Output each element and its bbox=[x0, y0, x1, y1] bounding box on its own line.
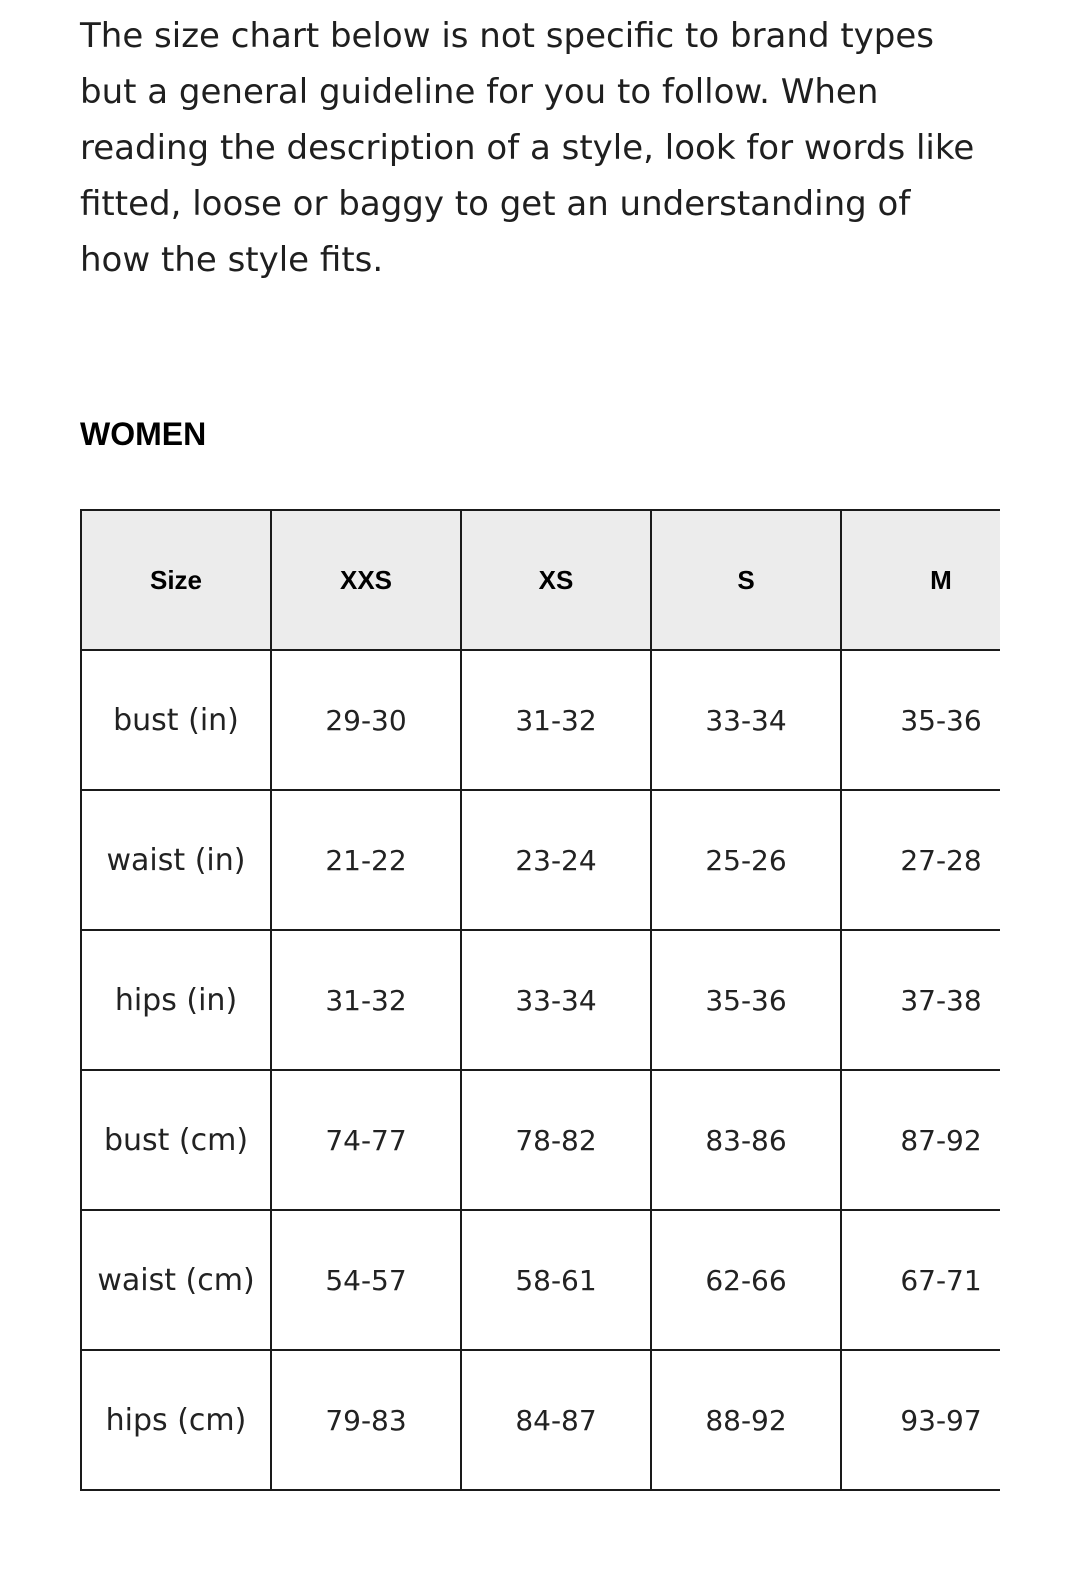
header-m: M bbox=[841, 510, 1000, 650]
table-cell: 31-32 bbox=[461, 650, 651, 790]
table-row bbox=[81, 930, 1000, 1070]
row-label: hips (cm) bbox=[81, 1350, 271, 1490]
size-chart-scroll-container[interactable] bbox=[80, 509, 1000, 1491]
row-label: waist (in) bbox=[81, 790, 271, 930]
table-cell: 37-38 bbox=[841, 930, 1000, 1070]
header-size: Size bbox=[81, 510, 271, 650]
header-xs: XS bbox=[461, 510, 651, 650]
table-cell: 23-24 bbox=[461, 790, 651, 930]
table-cell: 58-61 bbox=[461, 1210, 651, 1350]
row-label: bust (cm) bbox=[81, 1070, 271, 1210]
table-cell: 35-36 bbox=[841, 650, 1000, 790]
table-cell: 84-87 bbox=[461, 1350, 651, 1490]
table-cell: 74-77 bbox=[271, 1070, 461, 1210]
header-xxs: XXS bbox=[271, 510, 461, 650]
row-label: hips (in) bbox=[81, 930, 271, 1070]
intro-paragraph: The size chart below is not specific to brand types but a general guideline for you to follow. When reading the description of a style, look for words like fitted, loose or baggy to get an understanding of how the style fits. bbox=[80, 16, 975, 280]
table-cell: 83-86 bbox=[651, 1070, 841, 1210]
table-cell: 33-34 bbox=[651, 650, 841, 790]
table-row bbox=[81, 1350, 1000, 1490]
table-cell: 87-92 bbox=[841, 1070, 1000, 1210]
table-row bbox=[81, 1070, 1000, 1210]
row-label: bust (in) bbox=[81, 650, 271, 790]
table-row bbox=[81, 790, 1000, 930]
table-cell: 78-82 bbox=[461, 1070, 651, 1210]
table-row bbox=[81, 1210, 1000, 1350]
table-cell: 79-83 bbox=[271, 1350, 461, 1490]
table-cell: 21-22 bbox=[271, 790, 461, 930]
table-header-row bbox=[81, 510, 1000, 650]
table-cell: 35-36 bbox=[651, 930, 841, 1070]
table-cell: 93-97 bbox=[841, 1350, 1000, 1490]
row-label: waist (cm) bbox=[81, 1210, 271, 1350]
table-row bbox=[81, 650, 1000, 790]
header-s: S bbox=[651, 510, 841, 650]
size-chart-table bbox=[80, 509, 1000, 1491]
table-cell: 33-34 bbox=[461, 930, 651, 1070]
table-cell: 27-28 bbox=[841, 790, 1000, 930]
section-title-women: WOMEN bbox=[80, 416, 207, 452]
table-cell: 25-26 bbox=[651, 790, 841, 930]
table-cell: 29-30 bbox=[271, 650, 461, 790]
table-cell: 67-71 bbox=[841, 1210, 1000, 1350]
table-cell: 54-57 bbox=[271, 1210, 461, 1350]
table-cell: 31-32 bbox=[271, 930, 461, 1070]
table-cell: 62-66 bbox=[651, 1210, 841, 1350]
table-cell: 88-92 bbox=[651, 1350, 841, 1490]
